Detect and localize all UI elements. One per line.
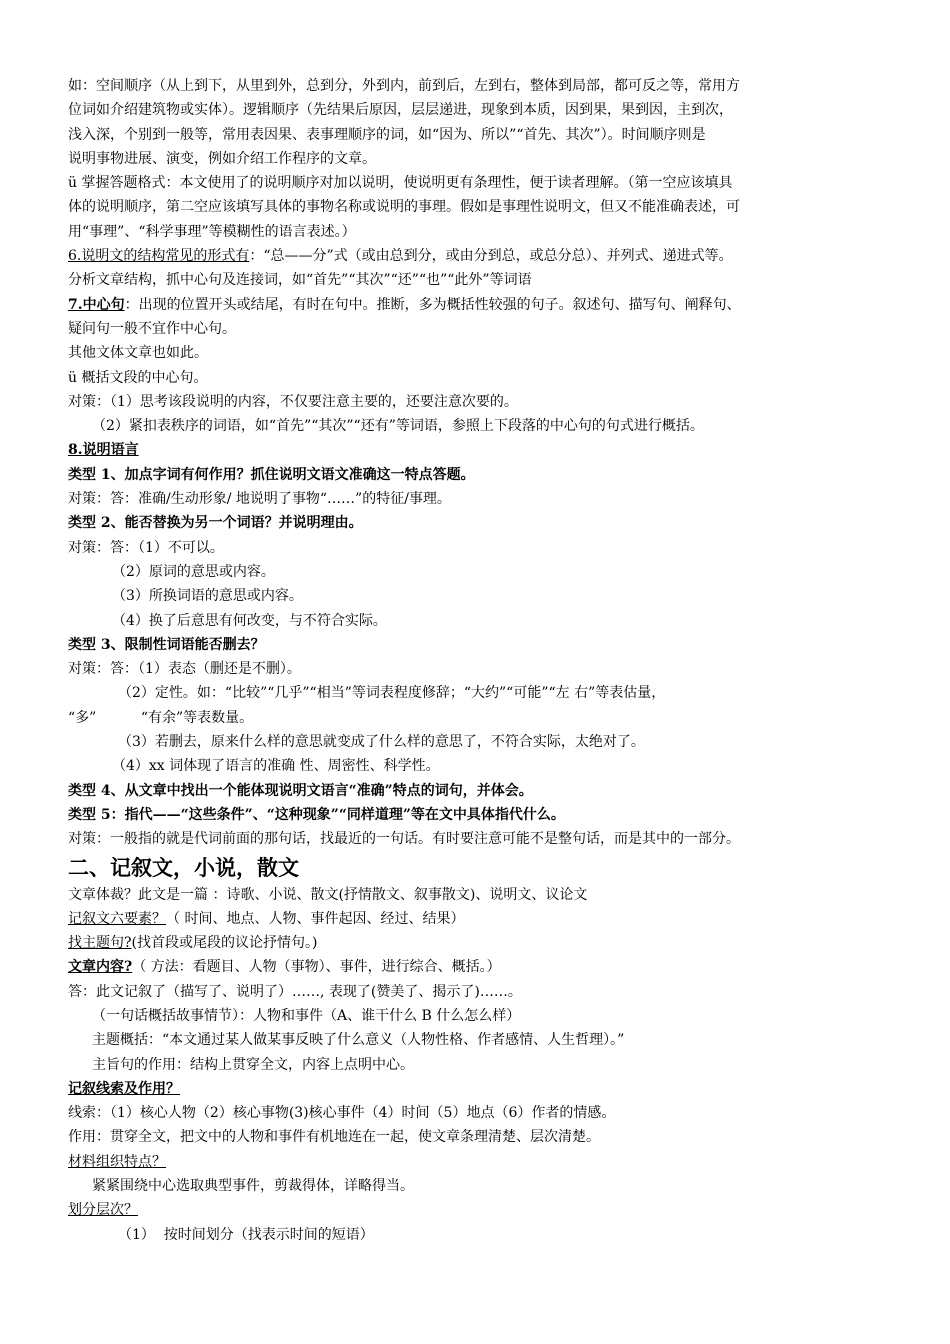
text-line: 其他文体文章也如此。 <box>68 345 208 362</box>
text-line: ü 掌握答题格式：本文使用了的说明顺序对加以说明，使说明更有条理性，便于读者理解。（第一空应该填具 <box>68 175 733 192</box>
text-line: 主题概括：“本文通过某人做某事反映了什么意义（人物性格、作者感情、人生哲理）。” <box>92 1032 625 1049</box>
text-line <box>68 293 900 317</box>
text-line: 对策：一般指的就是代词前面的那句话，找最近的一句话。有时要注意可能不是整句话，而是其中的一部分。 <box>68 831 740 848</box>
subheading-material-organization: 材料组织特点？ <box>68 1153 166 1170</box>
section-heading-language: 8.说明语言 <box>68 442 139 459</box>
text-line: 作用：贯穿全文，把文中的人物和事件有机地连在一起，使文章条理清楚、层次清楚。 <box>68 1129 600 1146</box>
text-line: 说明事物进展、演变，例如介绍工作程序的文章。 <box>68 150 376 167</box>
text-line: （4）换了后意思有何改变，与不符合实际。 <box>112 612 387 629</box>
text-line: 答：此文记叙了（描写了、说明了）……, 表现了(赞美了、揭示了)……。 <box>68 983 522 1000</box>
section-heading-central-sentence: 7.中心句 <box>68 296 125 313</box>
text-line: （4）xx 词体现了语言的准确 性、周密性、科学性。 <box>112 758 440 775</box>
text-line: “多” “有余”等表数量。 <box>68 709 254 726</box>
text-line: 疑问句一般不宜作中心句。 <box>68 320 236 337</box>
text-line: 对策：答：准确/生动形象/ 地说明了事物“……”的特征/事理。 <box>68 491 451 508</box>
text-line: （2）紧扣表秩序的词语，如“首先”“其次”“还有”等词语，参照上下段落的中心句的句式进行概括。 <box>92 418 704 435</box>
text-line: 位词如介绍建筑物或实体）。逻辑顺序（先结果后原因，层层递进，现象到本质，因到果，果到因，主到次， <box>68 102 733 119</box>
text-line: （1） 按时间划分（找表示时间的短语） <box>118 1226 374 1243</box>
text-line: 如：空间顺序（从上到下，从里到外，总到分，外到内，前到后，左到右，整体到局部，都可反之等，常用方 <box>68 78 740 94</box>
text-line: （一句话概括故事情节）：人物和事件（A、谁干什么 B 什么怎么样） <box>92 1007 521 1024</box>
text-line: （2）原词的意思或内容。 <box>112 563 275 580</box>
text-line: ü 概括文段的中心句。 <box>68 369 208 386</box>
section-heading-structure: 6.说明文的结构常见的形式有 <box>68 248 250 265</box>
chapter-heading: 二、记叙文，小说，散文 <box>68 854 299 880</box>
text-line: 对策：答：（1）表态（删还是不删）。 <box>68 661 301 678</box>
document-page <box>68 74 900 1247</box>
question-type-heading: 类型 5：指代——“这些条件”、“这种现象”“同样道理”等在文中具体指代什么。 <box>68 806 565 823</box>
question-type-heading: 类型 3、限制性词语能否删去？ <box>68 636 265 653</box>
text-line: （2）定性。如：“比较”“几乎”“相当”等词表程度修辞；“大约”“可能”“左 右”等表估量， <box>118 685 666 702</box>
text-line: 紧紧围绕中心选取典型事件，剪裁得体，详略得当。 <box>92 1178 414 1195</box>
text-line: 对策：答：（1）不可以。 <box>68 539 224 556</box>
subheading-theme-sentence: 找主题句? <box>68 935 132 952</box>
text-line <box>68 244 900 268</box>
text-line: 线索：（1）核心人物（2）核心事物(3)核心事件（4）时间（5）地点（6）作者的情感。 <box>68 1105 616 1122</box>
text-span: ：“总——分”式（或由总到分，或由分到总，或总分总）、并列式、递进式等。 <box>249 248 733 265</box>
subheading-six-elements: 记叙文六要素？ <box>68 910 166 927</box>
question-type-heading: 类型 2、能否替换为另一个词语？并说明理由。 <box>68 515 363 532</box>
text-line: 分析文章结构，抓中心句及连接词，如“首先”“其次”“还”“也”“此外”等词语 <box>68 272 532 289</box>
question-type-heading: 类型 4、从文章中找出一个能体现说明文语言“准确”特点的词句，并体会。 <box>68 782 533 799</box>
text-line <box>68 907 900 931</box>
text-line <box>68 955 900 979</box>
text-line: 体的说明顺序，第二空应该填写具体的事物名称或说明的事理。假如是事理性说明文，但又不能准确表述，可 <box>68 199 740 216</box>
text-line: （3）所换词语的意思或内容。 <box>112 588 303 605</box>
text-line: 主旨句的作用：结构上贯穿全文，内容上点明中心。 <box>92 1056 414 1073</box>
question-type-heading: 类型 1、加点字词有何作用？抓住说明文语文准确这一特点答题。 <box>68 466 475 483</box>
text-span: （ 方法：看题目、人物（事物）、事件，进行综合、概括。） <box>132 959 501 976</box>
text-line: （3）若删去，原来什么样的意思就变成了什么样的意思了，不符合实际，太绝对了。 <box>118 734 645 751</box>
text-line: 用“事理”、“科学事理”等模糊性的语言表述。） <box>68 223 356 240</box>
text-span: （ 时间、地点、人物、事件起因、经过、结果） <box>166 910 465 927</box>
text-line: 对策：（1）思考该段说明的内容，不仅要注意主要的，还要注意次要的。 <box>68 393 518 410</box>
subheading-narrative-clue: 记叙线索及作用？ <box>68 1080 180 1097</box>
text-line: 浅入深，个别到一般等，常用表因果、表事理顺序的词，如“因为、所以”“首先、其次”）。时间顺序则是 <box>68 126 706 143</box>
text-span: ：出现的位置开头或结尾，有时在句中。推断，多为概括性较强的句子。叙述句、描写句、阐释句、 <box>124 296 741 313</box>
text-line: 文章体裁？此文是一篇 ：诗歌、小说、散文(抒情散文、叙事散文)、说明文、议论文 <box>68 886 588 903</box>
text-line <box>68 931 900 955</box>
text-span: (找首段或尾段的议论抒情句。) <box>131 935 318 952</box>
subheading-divide-layers: 划分层次？ <box>68 1202 138 1219</box>
subheading-content: 文章内容? <box>68 959 133 976</box>
